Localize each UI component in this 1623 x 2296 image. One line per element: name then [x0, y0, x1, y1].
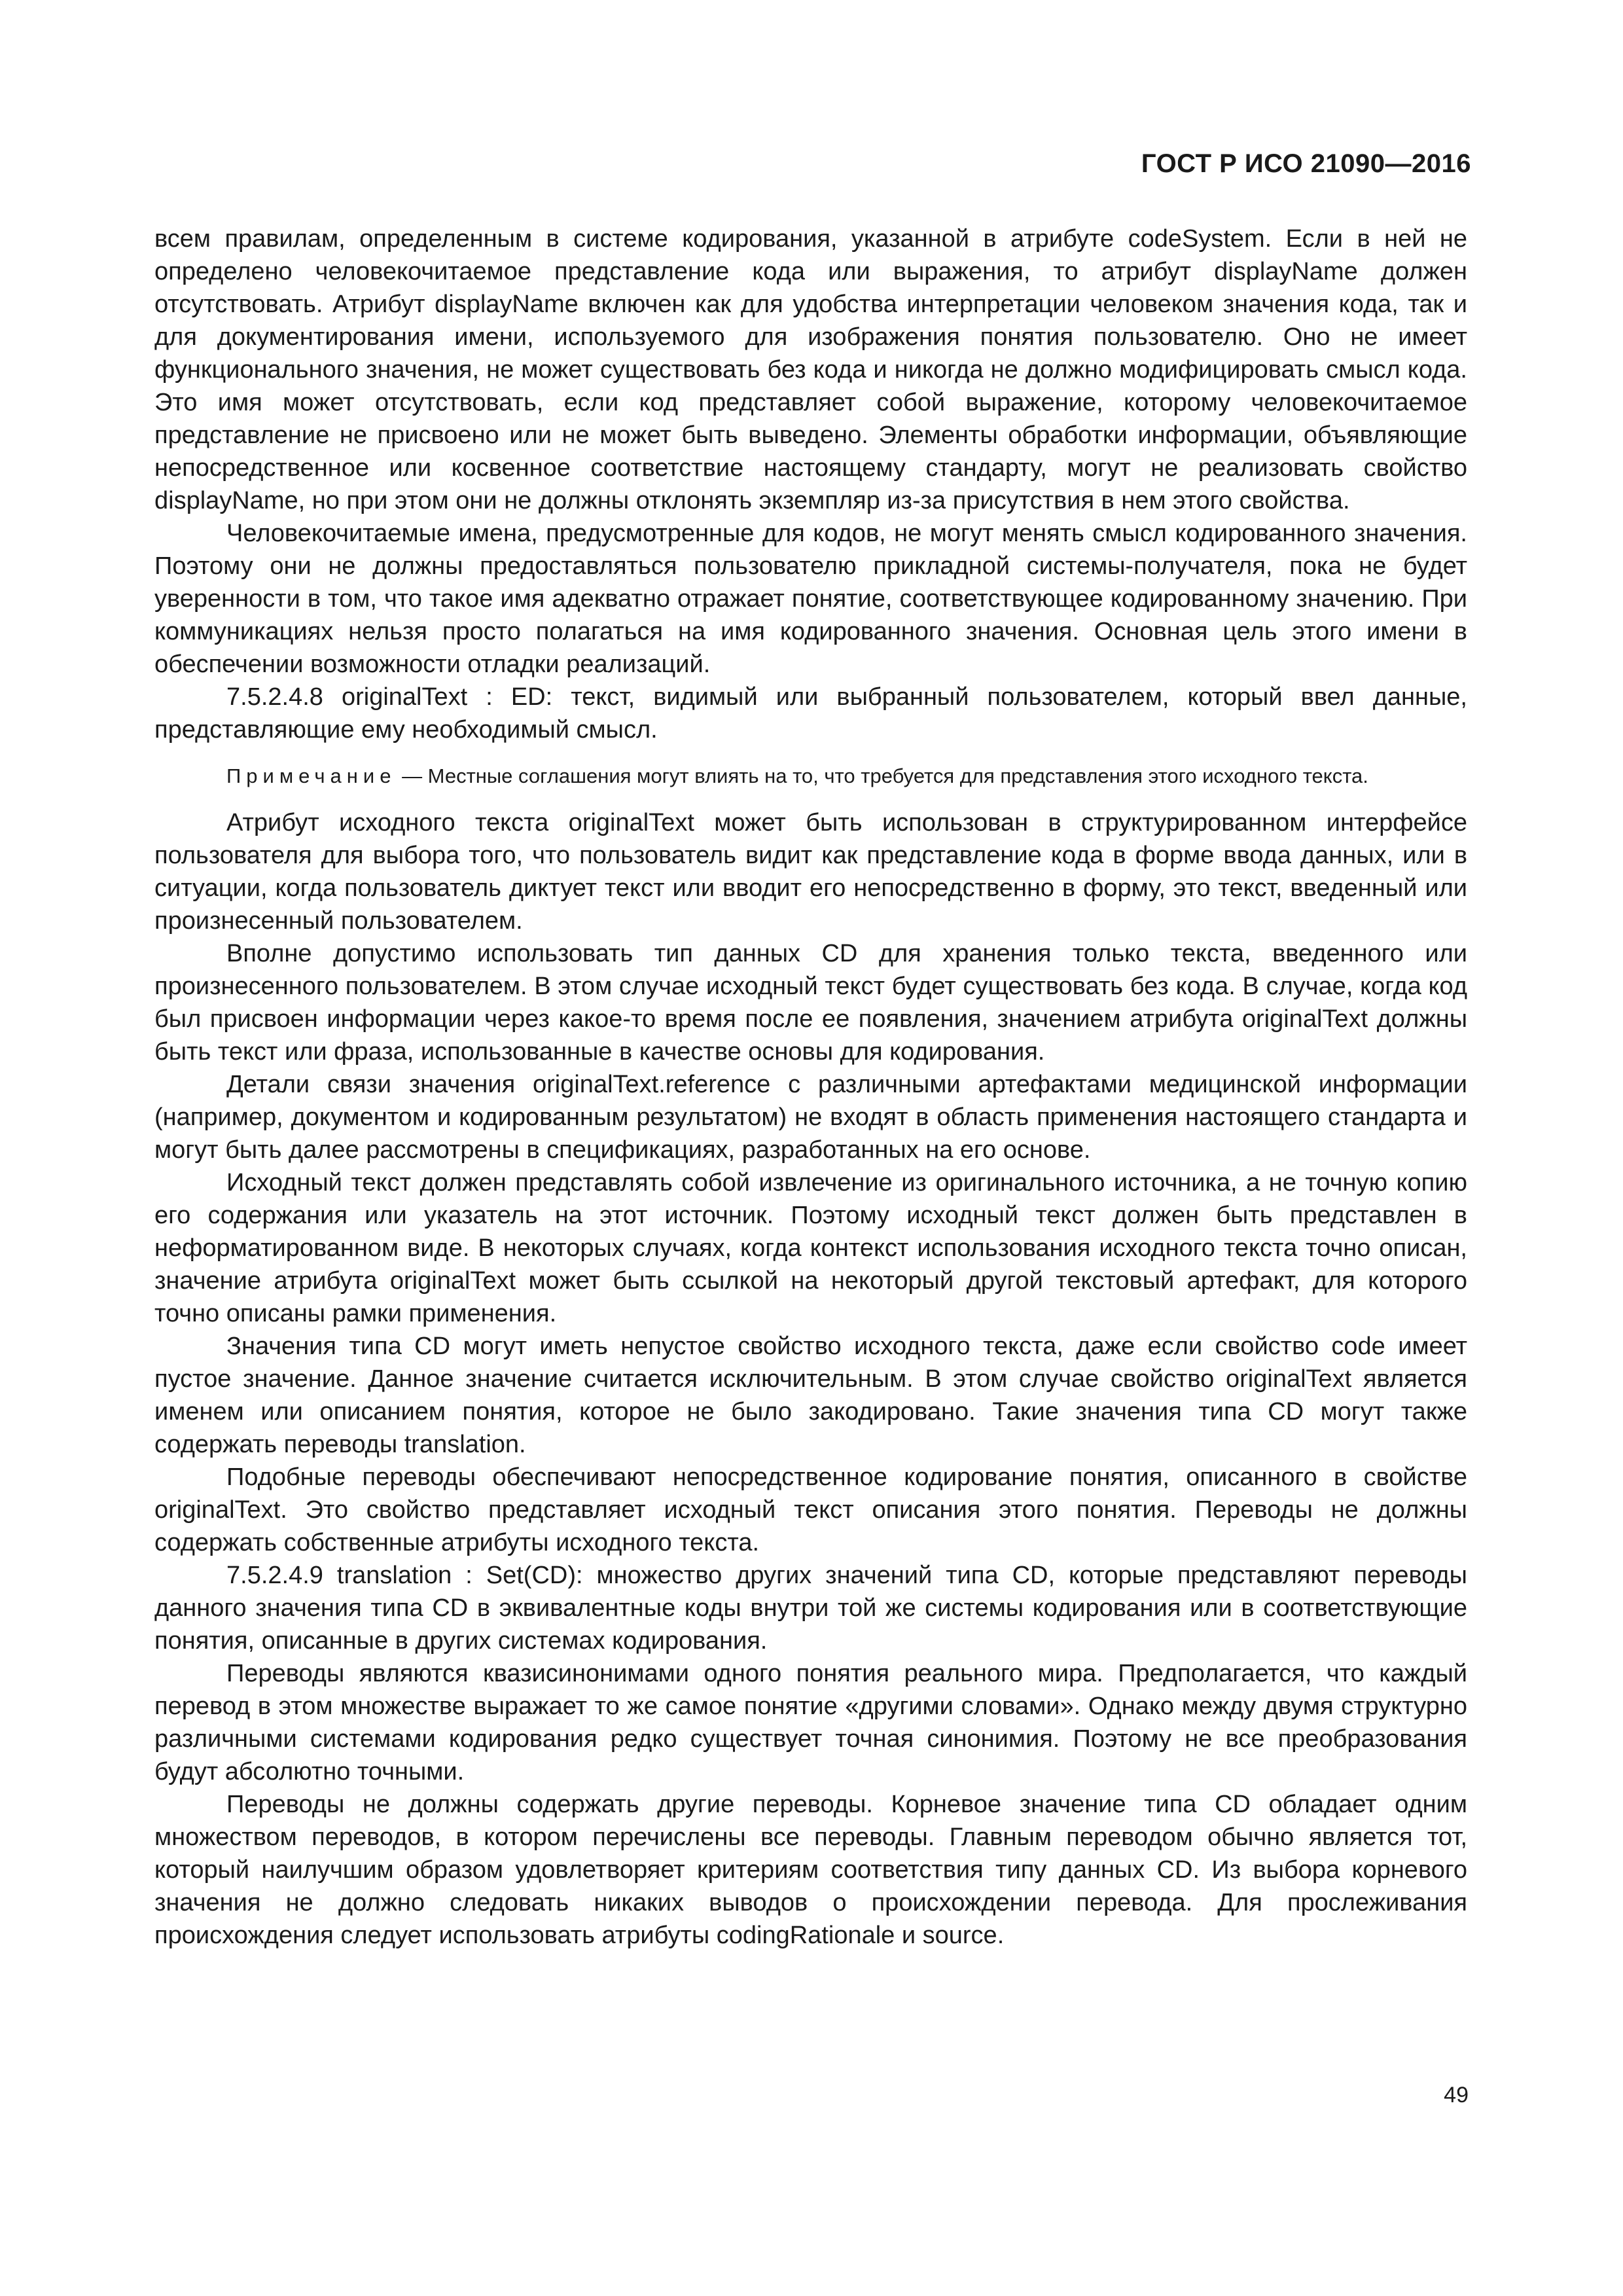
page-number: 49: [1444, 2083, 1469, 2108]
paragraph-quasi-synonyms: Переводы являются квазисинонимами одного понятия реального мира. Предполагается, что каждый перевод в этом множестве выражает то же самое понятие «другими словами». Однако между двумя структурно различными системами кодирования редко существует точная синонимия. Поэтому не все преобразования будут абсолютно точными.: [154, 1660, 1467, 1785]
paragraph-translations-coding: Подобные переводы обеспечивают непосредственное кодирование понятия, описанного в свойстве originalText. Это свойство представляет исходный текст описания этого понятия. Переводы не должны содержать собственные атрибуты исходного текста.: [154, 1463, 1467, 1556]
paragraph-translation-definition: 7.5.2.4.9 translation : Set(CD): множество других значений типа CD, которые представляют переводы данного значения типа CD в эквивалентные коды внутри той же системы кодирования или в соответствующие понятия, описанные в других системах кодирования.: [154, 1562, 1467, 1655]
document-header: ГОСТ Р ИСО 21090—2016: [1141, 149, 1471, 178]
paragraph-source-extract: Исходный текст должен представлять собой извлечение из оригинального источника, а не точную копию его содержания или указатель на этот источник. Поэтому исходный текст должен быть представлен в неформатированном виде. В некоторых случаях, когда контекст использования исходного текста точно описан, значение атрибута originalText может быть ссылкой на некоторый другой текстовый артефакт, для которого точно описаны рамки применения.: [154, 1169, 1467, 1327]
note-label: Примечание: [226, 764, 397, 787]
paragraph-nested-translations: Переводы не должны содержать другие переводы. Корневое значение типа CD обладает одним множеством переводов, в котором перечислены все переводы. Главным переводом обычно является тот, который наилучшим образом удовлетворяет критериям соответствия типу данных CD. Из выбора корневого значения не должно следовать никаких выводов о происхождении перевода. Для прослеживания происхождения следует использовать атрибуты codingRationale и source.: [154, 1791, 1467, 1949]
paragraph-originaltext-reference: Детали связи значения originalText.reference с различными артефактами медицинской информации (например, документом и кодированным результатом) не входят в область применения настоящего стандарта и могут быть далее рассмотрены в спецификациях, разработанных на его основе.: [154, 1071, 1467, 1164]
paragraph-cd-empty-code: Значения типа CD могут иметь непустое свойство исходного текста, даже если свойство code имеет пустое значение. Данное значение считается исключительным. В этом случае свойство originalText является именем или описанием понятия, которое не было закодировано. Такие значения типа CD могут также содержать переводы translation.: [154, 1333, 1467, 1458]
paragraph-human-readable-names: Человекочитаемые имена, предусмотренные для кодов, не могут менять смысл кодированного значения. Поэтому они не должны предоставляться пользователю прикладной системы-получателя, пока не будет уверенности в том, что такое имя адекватно отражает понятие, соответствующее кодированному значению. При коммуникациях нельзя просто полагаться на имя кодированного значения. Основная цель этого имени в обеспечении возможности отладки реализаций.: [154, 520, 1467, 678]
note: [154, 762, 1467, 791]
paragraph-displayname: всем правилам, определенным в системе кодирования, указанной в атрибуте codeSystem. Если в ней не определено человекочитаемое представление кода или выражения, то атрибут displayName должен отсутствовать. Атрибут displayName включен как для удобства интерпретации человеком значения кода, так и для документирования имени, используемого для изображения понятия пользователю. Оно не имеет функционального значения, не может существовать без кода и никогда не должно модифицировать смысл кода. Это имя может отсутствовать, если код представляет собой выражение, которому человекочитаемое представление не присвоено или не может быть выведено. Элементы обработки информации, объявляющие непосредственное или косвенное соответствие настоящему стандарту, могут не реализовать свойство displayName, но при этом они не должны отклонять экземпляр из-за присутствия в нем этого свойства.: [154, 225, 1467, 514]
note-text: — Местные соглашения могут влиять на то, что требуется для представления этого исходного текста.: [402, 764, 1368, 787]
paragraph-originaltext-definition: 7.5.2.4.8 originalText : ED: текст, видимый или выбранный пользователем, который ввел данные, представляющие ему необходимый смысл.: [154, 683, 1467, 744]
document-body: [154, 223, 1467, 1952]
paragraph-cd-text-only: Вполне допустимо использовать тип данных CD для хранения только текста, введенного или произнесенного пользователем. В этом случае исходный текст будет существовать без кода. В случае, когда код был присвоен информации через какое-то время после ее появления, значением атрибута originalText должны быть текст или фраза, использованные в качестве основы для кодирования.: [154, 940, 1467, 1066]
paragraph-originaltext-usage: Атрибут исходного текста originalText может быть использован в структурированном интерфейсе пользователя для выбора того, что пользователь видит как представление кода в форме ввода данных, или в ситуации, когда пользователь диктует текст или вводит его непосредственно в форму, это текст, введенный или произнесенный пользователем.: [154, 809, 1467, 935]
